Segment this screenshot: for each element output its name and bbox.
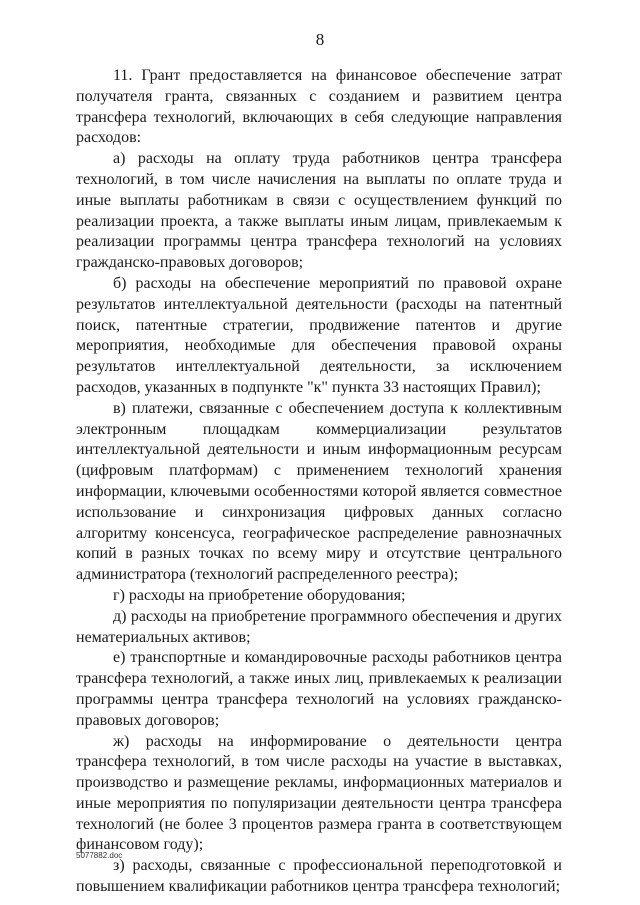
paragraph-item-e: е) транспортные и командировочные расходы работников центра трансфера технологий, а также иных лиц, привлекаемых к реализации программы центра трансфера технологий на условиях гражданско-правовых договоров; [76, 649, 562, 729]
page-number: 8 [315, 30, 325, 49]
paragraph-item-z: з) расходы, связанные с профессиональной переподготовкой и повышением квалификации работников центра трансфера технологий; [76, 857, 562, 896]
document-body [76, 66, 562, 898]
paragraph-item-a: а) расходы на оплату труда работников центра трансфера технологий, в том числе начисления на выплаты по оплате труда и иные выплаты работникам в связи с осуществлением функций по реализации проекта, а также выплаты иным лицам, привлекаемым к реализации программы центра трансфера технологий на условиях гражданско-правовых договоров; [76, 150, 562, 272]
paragraph-item-v: в) платежи, связанные с обеспечением доступа к коллективным электронным площадкам коммерциализации результатов интеллектуальной деятельности и иным информационным ресурсам (цифровым платформам) с применением технологий хранения информации, ключевыми особенностями которой является совместное использование и синхронизация цифровых данных согласно алгоритму консенсуса, географическое распределение равнозначных копий в разных точках по всему миру и отсутствие центрального администратора (технологий распределенного реестра); [76, 399, 562, 584]
footer-filename: 5077882.doc [76, 851, 123, 860]
paragraph-intro: 11. Грант предоставляется на финансовое обеспечение затрат получателя гранта, связанных с созданием и развитием центра трансфера технологий, включающих в себя следующие направления расходов: [76, 67, 562, 147]
paragraph-item-zh: ж) расходы на информирование о деятельности центра трансфера технологий, в том числе расходы на участие в выставках, производство и размещение рекламы, информационных материалов и иные мероприятия по популяризации деятельности центра трансфера технологий (не более 3 процентов размера гранта в соответствующем финансовом году); [76, 732, 562, 854]
paragraph-item-g: г) расходы на приобретение оборудования; [113, 586, 406, 604]
paragraph-item-d: д) расходы на приобретение программного обеспечения и других нематериальных активов; [76, 607, 562, 646]
paragraph-item-b: б) расходы на обеспечение мероприятий по правовой охране результатов интеллектуальной деятельности (расходы на патентный поиск, патентные стратегии, продвижение патентов и другие мероприятия, необходимые для обеспечения правовой охраны результатов интеллектуальной деятельности, за исключением расходов, указанных в подпункте "к" пункта 33 настоящих Правил); [76, 274, 562, 396]
